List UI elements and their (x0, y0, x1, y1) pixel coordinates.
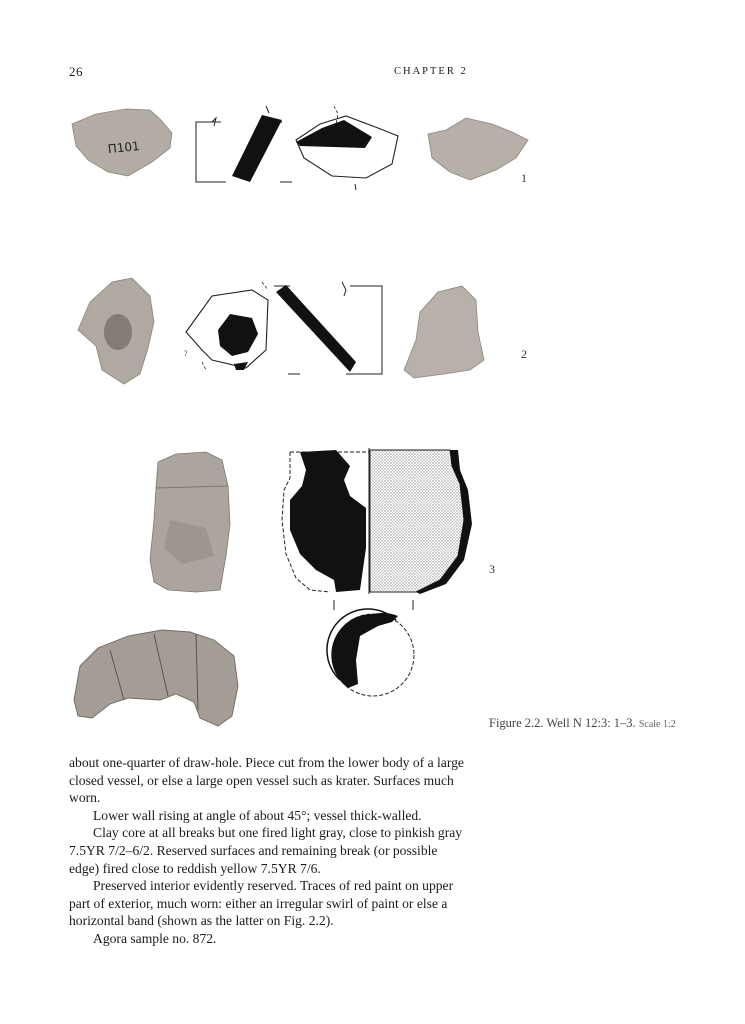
item-2-photo-paint-trace (104, 314, 132, 350)
item-2-number: 2 (521, 347, 527, 361)
item-3-vessel-section (290, 450, 366, 592)
item-1-profile-tick (266, 106, 269, 113)
item-2-group (78, 278, 527, 384)
item-2-drawing-question: ? (184, 349, 188, 358)
item-1-number: 1 (521, 171, 527, 185)
body-paragraph: Agora sample no. 872. (93, 930, 217, 946)
body-paragraph: about one-quarter of draw-hole. Piece cut from the lower body of a large closed vessel, or else a large open vessel such as krater. Surfaces much worn. (69, 755, 464, 806)
running-head: CHAPTER 2 (394, 66, 468, 77)
item-2-profile-section (276, 285, 356, 372)
figure-caption (489, 716, 676, 731)
body-paragraph: Clay core at all breaks but one fired light gray, close to pinkish gray 7.5YR 7/2–6/2. Reserved surfaces and remaining break (or possible edge) fired close to reddish yellow 7.5YR 7/6. (69, 825, 463, 876)
figure-caption-scale: Scale 1:2 (638, 719, 676, 730)
item-1-profile-section (232, 115, 282, 182)
figure-caption-main: Figure 2.2. Well N 12:3: 1–3. (489, 716, 636, 730)
page-number: 26 (69, 64, 83, 79)
item-1-group (72, 106, 528, 190)
item-1-inscription: Π101 (107, 138, 141, 157)
item-2-photo-interior (404, 286, 484, 378)
item-1-drawing-tick (355, 184, 356, 190)
body-paragraph: Preserved interior evidently reserved. Traces of red paint on upper part of exterior, much worn: either an irregular swirl of paint or else a horizontal band (shown as the latter on Fig. 2.2). (69, 878, 454, 929)
item-1-photo-interior (428, 118, 528, 180)
item-3-group (74, 448, 495, 726)
body-text (69, 754, 469, 948)
item-3-number: 3 (489, 562, 495, 576)
item-3-photo-upper (150, 452, 230, 592)
body-paragraph: Lower wall rising at angle of about 45°; vessel thick-walled. (93, 807, 422, 823)
